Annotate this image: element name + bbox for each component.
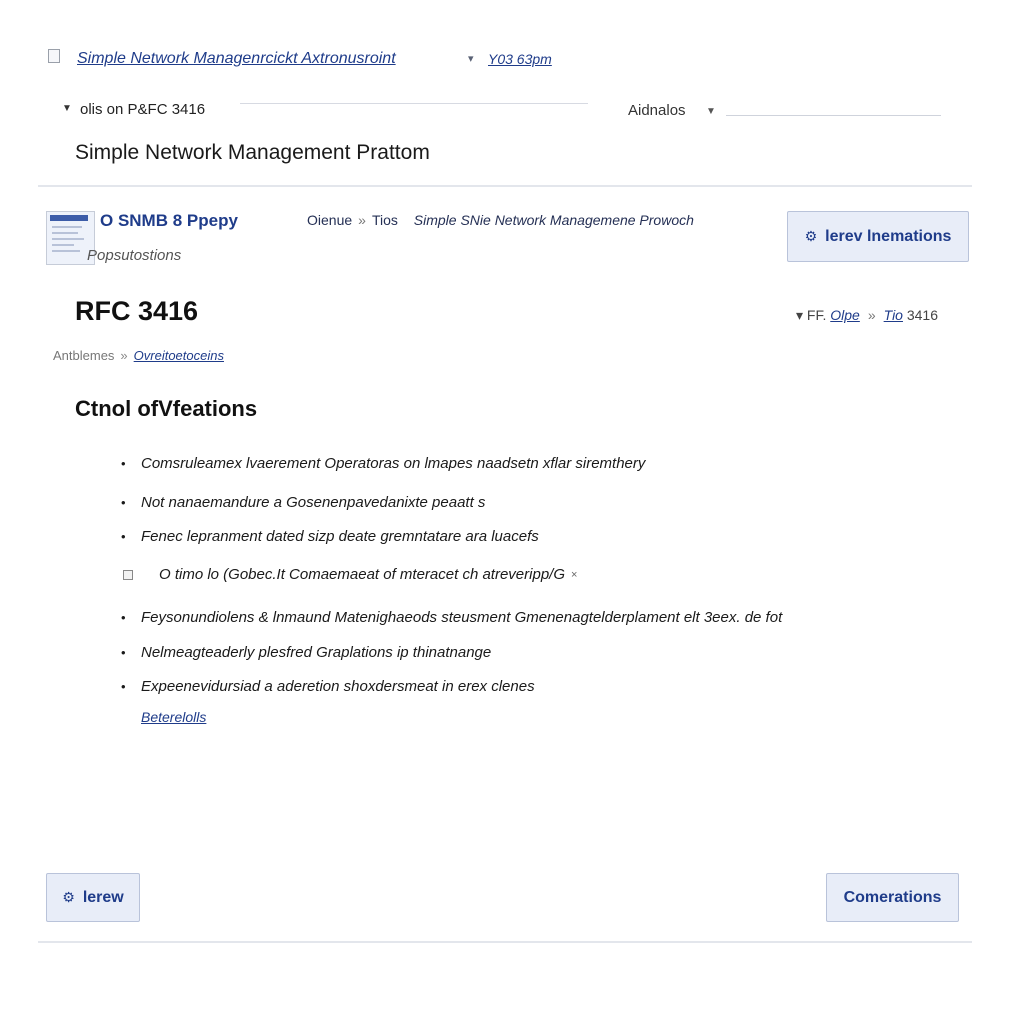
caret-down-icon[interactable]: ▼ bbox=[706, 106, 716, 117]
list-item bbox=[121, 566, 577, 583]
list-item-text: O timo lo (Gobec.It Comaemaeat of mteracet ch atreveripp/G bbox=[159, 566, 565, 583]
panel-subtitle: Popsutostions bbox=[87, 247, 182, 264]
divider bbox=[38, 185, 972, 187]
list-item: • Expeenevidursiad a aderetion shoxdersmeat in erex clenes bbox=[121, 678, 535, 695]
list-item-text: Not nanaemandure a Gosenenpavedanixte peaatt s bbox=[141, 494, 486, 511]
rfc-link[interactable]: Tio bbox=[883, 307, 903, 323]
breadcrumb-item[interactable]: Oienue bbox=[307, 212, 353, 228]
caret-down-icon[interactable]: ▾ bbox=[468, 53, 474, 65]
title-link[interactable]: Simple Network Managenrcickt Axtronusroint bbox=[77, 50, 396, 67]
list-item: • Feysonundiolens & lnmaund Matenighaeods steusment Gmenenagtelderplament elt 3eex. de fot bbox=[121, 609, 783, 626]
button-label: lerew bbox=[82, 888, 124, 906]
confirmations-button[interactable] bbox=[826, 873, 959, 922]
list-item: • Nelmeagteaderly plesfred Graplations ip thinatnange bbox=[121, 644, 492, 661]
divider bbox=[726, 115, 941, 116]
breadcrumb-link[interactable]: Ovreitoetoceins bbox=[133, 348, 224, 363]
rfc-link[interactable]: Olpe bbox=[830, 307, 860, 323]
review-button[interactable] bbox=[46, 873, 140, 922]
document-icon bbox=[48, 49, 60, 63]
button-label: Comerations bbox=[843, 888, 942, 906]
caret-down-icon[interactable]: ▾ bbox=[796, 307, 804, 323]
list-item: • Comsruleamex lvaerement Operatoras on lmapes naadsetn xflar siremthery bbox=[121, 455, 646, 472]
button-label: lerev lnemations bbox=[825, 227, 952, 245]
breadcrumb: Oienue » Tios Simple SNie Network Managemene Prowoch bbox=[307, 212, 694, 228]
references-link[interactable]: Beterelolls bbox=[141, 709, 207, 725]
gear-icon: ⚙ bbox=[804, 228, 818, 244]
list-item-text: Fenec lepranment dated sizp deate gremntatare ara luacefs bbox=[141, 528, 539, 545]
close-icon[interactable]: × bbox=[571, 568, 578, 581]
gear-icon: ⚙ bbox=[62, 889, 75, 905]
list-item: • Not nanaemandure a Gosenenpavedanixte peaatt s bbox=[121, 494, 486, 511]
list-item: • Fenec lepranment dated sizp deate gremntatare ara luacefs bbox=[121, 528, 539, 545]
document-title: Simple Network Management Prattom bbox=[75, 141, 430, 164]
rfc-prefix: FF. bbox=[806, 307, 827, 323]
list-item-text: Feysonundiolens & lnmaund Matenighaeods steusment Gmenenagtelderplament elt 3eex. de fot bbox=[141, 609, 783, 626]
list-item-text: Comsruleamex lvaerement Operatoras on lmapes naadsetn xflar siremthery bbox=[141, 455, 646, 472]
subheader-breadcrumb: olis on P&FC 3416 bbox=[80, 101, 206, 118]
breadcrumb-item[interactable]: Tios bbox=[371, 212, 398, 228]
rfc-breadcrumb: ▾ FF. Olpe » Tio 3416 bbox=[796, 307, 939, 323]
list-item-text: Nelmeagteaderly plesfred Graplations ip thinatnange bbox=[141, 644, 492, 661]
subheader-dropdown[interactable]: Aidnalos bbox=[628, 102, 686, 119]
timestamp-link[interactable]: Y03 63pm bbox=[488, 51, 552, 67]
divider bbox=[240, 103, 588, 104]
breadcrumb: Antblemes » Ovreitoetoceins bbox=[53, 348, 224, 363]
rfc-number: 3416 bbox=[906, 307, 939, 323]
panel-title: O SNMB 8 Ppepy bbox=[100, 211, 238, 230]
breadcrumb-item[interactable]: Antblemes bbox=[53, 348, 115, 363]
list-item-text: Expeenevidursiad a aderetion shoxdersmeat in erex clenes bbox=[141, 678, 535, 695]
caret-down-icon[interactable]: ▼ bbox=[62, 103, 72, 114]
breadcrumb-item[interactable]: Simple SNie Network Managemene Prowoch bbox=[413, 212, 694, 228]
rfc-title: RFC 3416 bbox=[75, 296, 199, 326]
checkbox-icon[interactable] bbox=[123, 570, 133, 580]
section-title: Ctnol ofVfeations bbox=[75, 396, 258, 421]
divider bbox=[38, 941, 972, 943]
more-information-button[interactable] bbox=[787, 211, 969, 262]
